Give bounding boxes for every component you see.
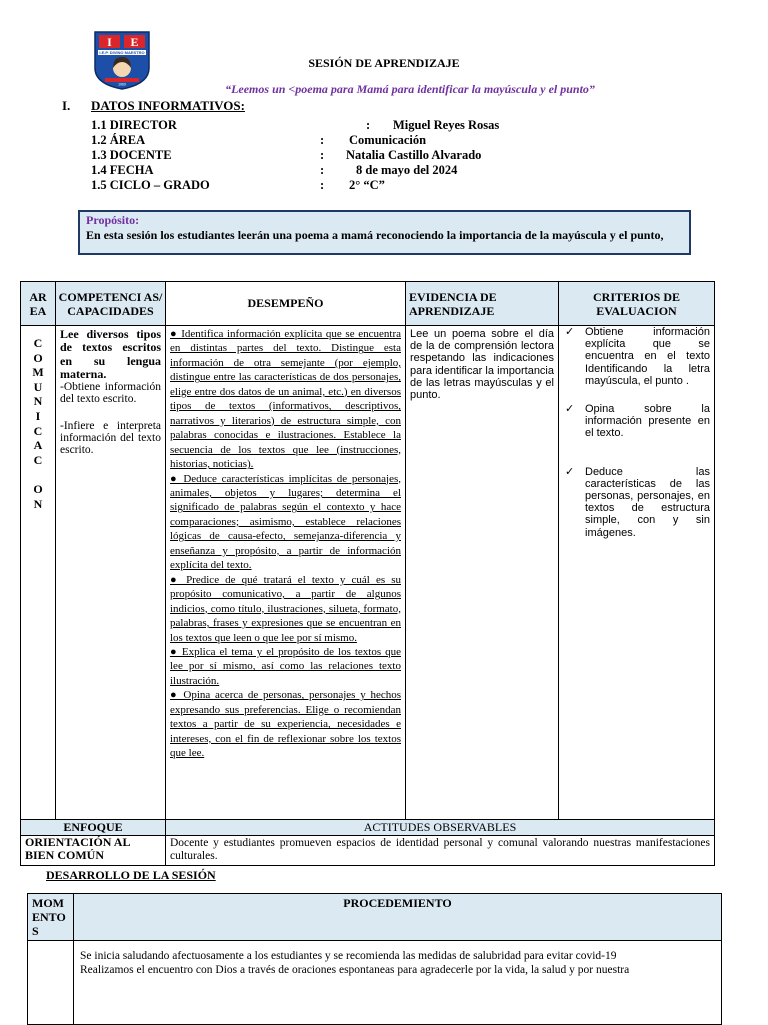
area-letter: O: [33, 350, 43, 365]
area-letter: M: [32, 365, 44, 380]
info-label: 1.5 CICLO – GRADO: [91, 178, 210, 192]
desempeno-item: ● Explica el tema y el propósito de los textos que lee por sí mismo, así como las relaciones texto ilustración.: [170, 645, 401, 687]
info-value: 8 de mayo del 2024: [356, 163, 458, 177]
proposito-heading: Propósito:: [86, 213, 140, 227]
logo-letter-e: E: [130, 35, 139, 49]
enfoque-header: ENFOQUE: [21, 820, 166, 836]
evidencia-cell: [406, 326, 559, 820]
criterio-item: [563, 326, 710, 387]
area-letter: I: [35, 408, 41, 423]
info-sep: :: [366, 118, 371, 132]
desarrollo-table: [27, 893, 722, 1025]
info-label: 1.2 ÁREA: [91, 133, 146, 147]
logo-letter-i: I: [107, 35, 112, 49]
procedimiento-header: PROCEDEMIENTO: [74, 894, 722, 941]
desempeno-item: ● Opina acerca de personas, personajes y hechos expresando sus preferencias. Elige o recomiendan textos a partir de su experiencia, necesidades e intereses, con el fin de reflexionar sobre los textos que lee.: [170, 689, 401, 760]
logo-year: 1969: [118, 82, 126, 87]
info-sep: :: [320, 178, 325, 192]
info-value: Natalia Castillo Alvarado: [346, 148, 482, 162]
desarrollo-header-row: [28, 894, 722, 941]
actitudes-header: ACTITUDES OBSERVABLES: [166, 820, 715, 836]
page-title: SESIÓN DE APRENDIZAJE: [308, 56, 460, 70]
section-number: I.: [62, 98, 71, 113]
criterio-text: Opina sobre la información presente en el texto.: [585, 403, 710, 440]
area-letter: [21, 467, 55, 482]
proposito-box: [78, 210, 691, 255]
section-title: DATOS INFORMATIVOS:: [91, 98, 245, 113]
area-letter: N: [33, 496, 43, 511]
header-desempeno: DESEMPEÑO: [166, 282, 406, 326]
criterio-text: Deduce las características de las personas, personajes, en textos de estructura simple, con y sin imágenes.: [585, 465, 710, 539]
info-value: Comunicación: [349, 133, 427, 147]
criterio-item: [563, 466, 710, 539]
info-value: Miguel Reyes Rosas: [393, 118, 500, 132]
momento-cell: [28, 941, 74, 1025]
info-sep: :: [320, 163, 325, 177]
area-letter: A: [33, 438, 43, 453]
desempeno-item: ● Deduce características implícitas de personajes, animales, objetos y lugares; determina el significado de palabras según el contexto y hace comparaciones; asimismo, establece relaciones lógicas de causa-efecto, semejanza-diferencia y enseñanza y propósito, a partir de información explícita del texto.: [170, 472, 401, 572]
info-label: 1.3 DOCENTE: [91, 148, 172, 162]
desempeno-item: ● Identifica información explícita que se encuentra en distintas partes del texto. Distingue esta información de otra semejante (por ejemplo, distingue entre las características de dos personajes, elige entre dos datos de un animal, etc.) en diversos tipos de textos (informativos, descriptivos, narrativos y literarios) de estructura simple, con palabras conocidas e ilustraciones. Establece la secuencia de los textos que lee (instrucciones, historias, noticias).: [170, 328, 401, 471]
actitud-text: Docente y estudiantes promueven espacios de identidad personal y comunal valorando nuestras manifestaciones culturales.: [166, 836, 715, 866]
competencia-title: Lee diversos tipos de textos escritos en su lengua materna.: [60, 327, 161, 381]
procedimiento-line: Realizamos el encuentro con Dios a través de oraciones espontaneas para agradecerle por la vida, la salud y por nuestra: [80, 964, 630, 976]
area-letter: C: [33, 452, 43, 467]
area-vertical-label: [21, 326, 56, 820]
criterio-text: Obtiene información explícita que se encuentra en el texto Identificando la letra mayúscula, el punto .: [585, 326, 710, 387]
competencias-table: [20, 281, 715, 866]
enfoque-header-row: [21, 820, 715, 836]
table-header-row: [21, 282, 715, 326]
info-sep: :: [320, 133, 325, 147]
procedimiento-line: Se inicia saludando afectuosamente a los estudiantes y se recomienda las medidas de salubridad para evitar covid-19: [80, 950, 617, 962]
header-area: AR EA: [21, 282, 56, 326]
criterios-cell: [559, 326, 715, 820]
capacidad-infiere: -Infiere e interpreta información del texto escrito.: [60, 419, 161, 457]
area-letter: C: [33, 336, 43, 350]
proposito-text: En esta sesión los estudiantes leerán una poema a mamá reconociendo la importancia de la mayúscula y el punto,: [86, 228, 664, 242]
check-icon: ✓: [565, 465, 575, 478]
area-letter: O: [33, 481, 43, 496]
competencias-cell: [56, 326, 166, 820]
capacidad-obtiene: -Obtiene información del texto escrito.: [60, 381, 161, 406]
area-letter: N: [33, 394, 43, 409]
table-content-row: [21, 326, 715, 820]
desarrollo-title: DESARROLLO DE LA SESIÓN: [46, 868, 216, 882]
info-label: 1.4 FECHA: [91, 163, 154, 177]
procedimiento-cell: [74, 941, 722, 1025]
header-criterios: CRITERIOS DE EVALUACION: [559, 282, 715, 326]
area-letter: C: [33, 423, 43, 438]
check-icon: ✓: [565, 326, 575, 338]
logo-school-name: I.E.P. DIVINO MAESTRO: [99, 50, 145, 56]
evidencia-text: Lee un poema sobre el día de la de comprensión lectora respetando las indicaciones para identificar la importancia de las letras mayúsculas y el punto.: [410, 328, 554, 402]
desarrollo-row: [28, 941, 722, 1025]
area-letter: U: [33, 379, 43, 394]
header-evidencia: EVIDENCIA DE APRENDIZAJE: [406, 282, 559, 326]
header-competencias: COMPETENCI AS/ CAPACIDADES: [56, 282, 166, 326]
enfoque-row: [21, 836, 715, 866]
criterio-item: [563, 403, 710, 440]
enfoque-name: ORIENTACIÓN AL BIEN COMÚN: [21, 836, 166, 866]
momentos-header: MOM ENTO S: [28, 894, 74, 941]
info-sep: :: [320, 148, 325, 162]
info-label: 1.1 DIRECTOR: [91, 118, 177, 132]
check-icon: ✓: [565, 403, 575, 416]
session-subtitle: “Leemos un <poema para Mamá para identificar la mayúscula y el punto”: [225, 82, 595, 96]
desempeno-cell: [166, 326, 406, 820]
info-value: 2° “C”: [349, 178, 385, 192]
desempeno-item: ● Predice de qué tratará el texto y cuál es su propósito comunicativo, a partir de algunos indicios, como título, ilustraciones, silueta, formato, palabras, frases y expresiones que se encuentran en los textos que leen o que lee por sí mismo.: [170, 573, 401, 644]
